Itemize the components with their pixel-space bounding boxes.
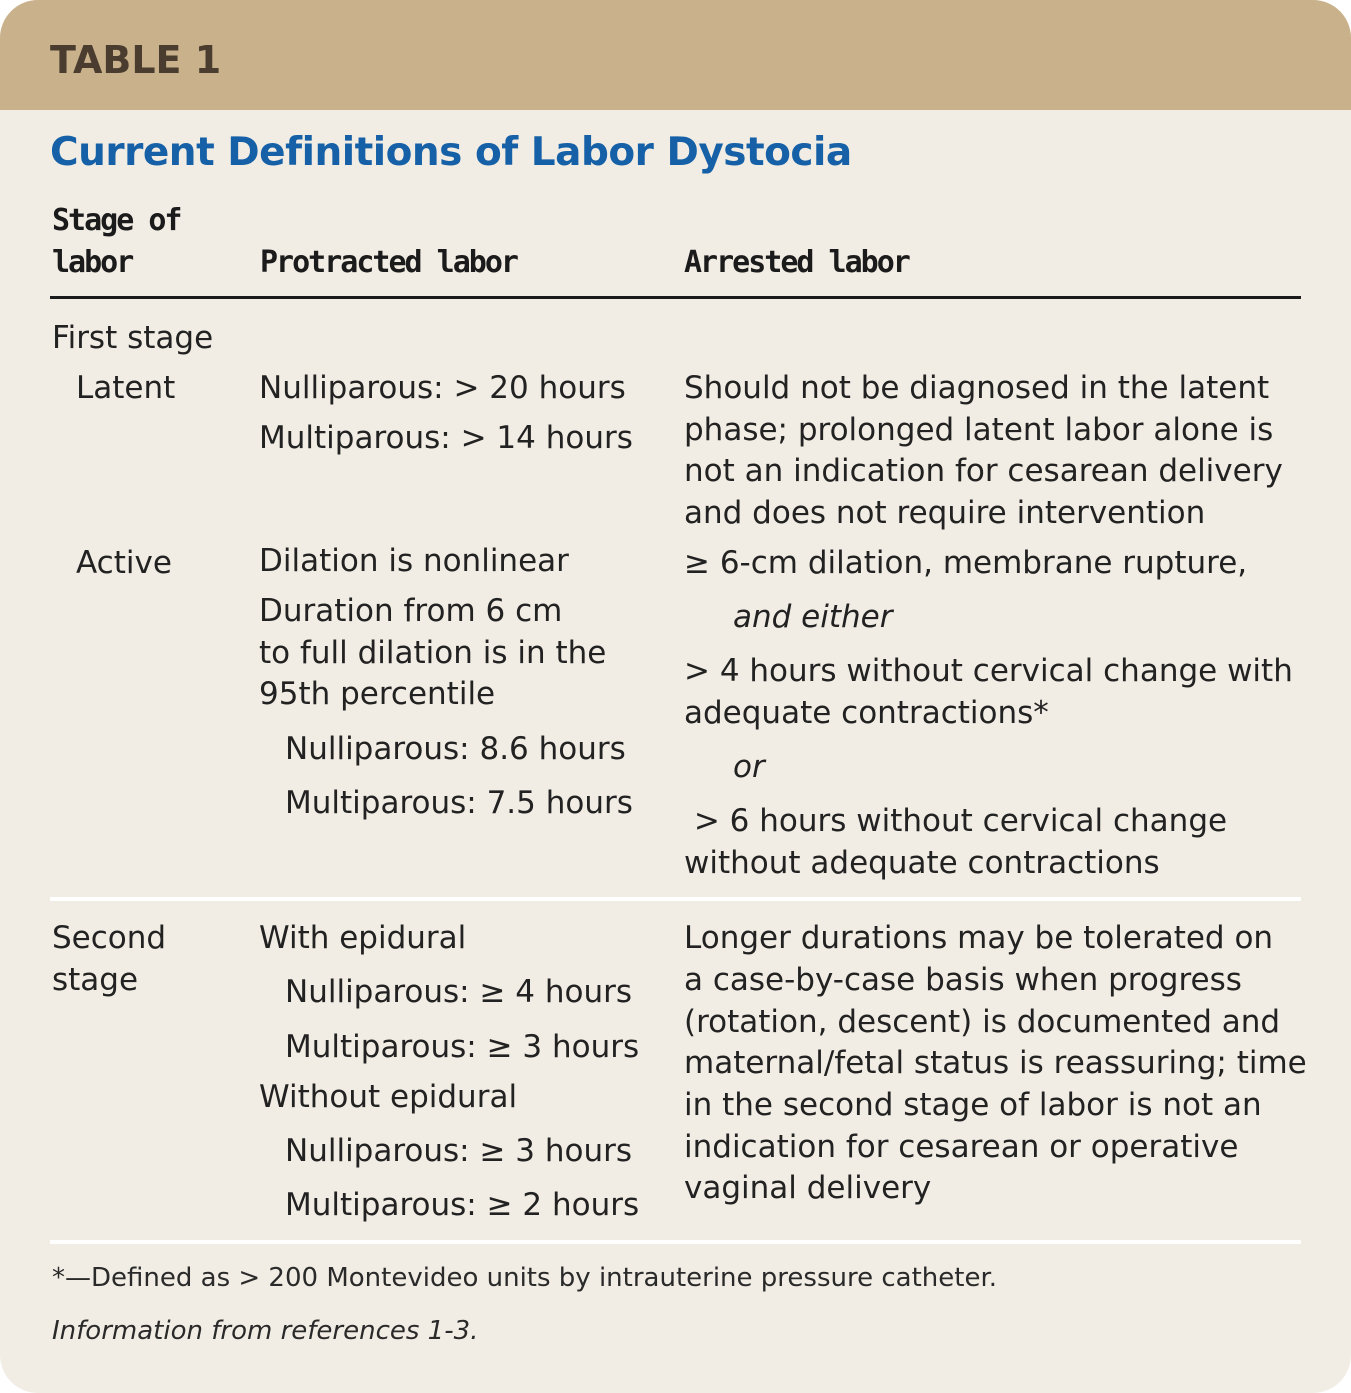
row-divider-2 (50, 1240, 1301, 1244)
first-stage-label: First stage (52, 320, 214, 356)
active-protracted-4: 95th percentile (259, 676, 496, 712)
second-protracted-6: Multiparous: ≥ 2 hours (285, 1187, 640, 1223)
second-arrested-6: indication for cesarean or operative (684, 1129, 1239, 1165)
active-protracted-3: to full dilation is in the (259, 635, 607, 671)
active-protracted-5: Nulliparous: 8.6 hours (285, 731, 626, 767)
second-arrested-3: (rotation, descent) is documented and (684, 1004, 1281, 1040)
second-protracted-5: Nulliparous: ≥ 3 hours (285, 1133, 633, 1169)
table-header-band (0, 0, 1351, 110)
active-arrested-1: ≥ 6-cm dilation, membrane rupture, (684, 545, 1248, 581)
second-arrested-1: Longer durations may be tolerated on (684, 920, 1274, 956)
second-stage-label-1: Second (52, 920, 167, 956)
table-title: Current Definitions of Labor Dystocia (50, 130, 852, 175)
second-stage-label-2: stage (52, 962, 139, 998)
second-arrested-5: in the second stage of labor is not an (684, 1087, 1262, 1123)
active-arrested-4: adequate contractions* (684, 695, 1049, 731)
latent-arrested-3: not an indication for cesarean delivery (684, 453, 1283, 489)
latent-protracted-1: Nulliparous: > 20 hours (259, 370, 626, 406)
col-header-arrested: Arrested labor (684, 245, 909, 280)
second-protracted-4: Without epidural (259, 1079, 518, 1115)
latent-label: Latent (76, 370, 176, 406)
second-arrested-7: vaginal delivery (684, 1170, 932, 1206)
footnote-asterisk: *—Defined as > 200 Montevideo units by intrauterine pressure catheter. (52, 1263, 998, 1293)
row-divider-1 (50, 897, 1301, 901)
latent-arrested-1: Should not be diagnosed in the latent (684, 370, 1270, 406)
latent-arrested-4: and does not require intervention (684, 495, 1206, 531)
active-protracted-6: Multiparous: 7.5 hours (285, 785, 633, 821)
col-header-protracted: Protracted labor (260, 245, 517, 280)
second-arrested-2: a case-by-case basis when progress (684, 962, 1242, 998)
latent-arrested-2: phase; prolonged latent labor alone is (684, 412, 1274, 448)
active-arrested-7: without adequate contractions (684, 845, 1160, 881)
second-protracted-1: With epidural (259, 920, 467, 956)
header-rule (50, 296, 1301, 299)
col-header-stage-line1: Stage of (52, 203, 181, 238)
second-arrested-4: maternal/fetal status is reassuring; time (684, 1045, 1307, 1081)
second-protracted-2: Nulliparous: ≥ 4 hours (285, 974, 633, 1010)
active-arrested-5: or (733, 749, 765, 785)
col-header-stage-line2: labor (52, 245, 133, 280)
active-arrested-2: and either (733, 599, 893, 635)
active-arrested-6: > 6 hours without cervical change (684, 803, 1228, 839)
table-label: TABLE 1 (50, 38, 222, 82)
footnote-source: Information from references 1-3. (52, 1316, 479, 1346)
active-label: Active (76, 545, 172, 581)
active-protracted-1: Dilation is nonlinear (259, 543, 569, 579)
second-protracted-3: Multiparous: ≥ 3 hours (285, 1029, 640, 1065)
latent-protracted-2: Multiparous: > 14 hours (259, 420, 633, 456)
active-arrested-3: > 4 hours without cervical change with (684, 653, 1293, 689)
active-protracted-2: Duration from 6 cm (259, 593, 563, 629)
